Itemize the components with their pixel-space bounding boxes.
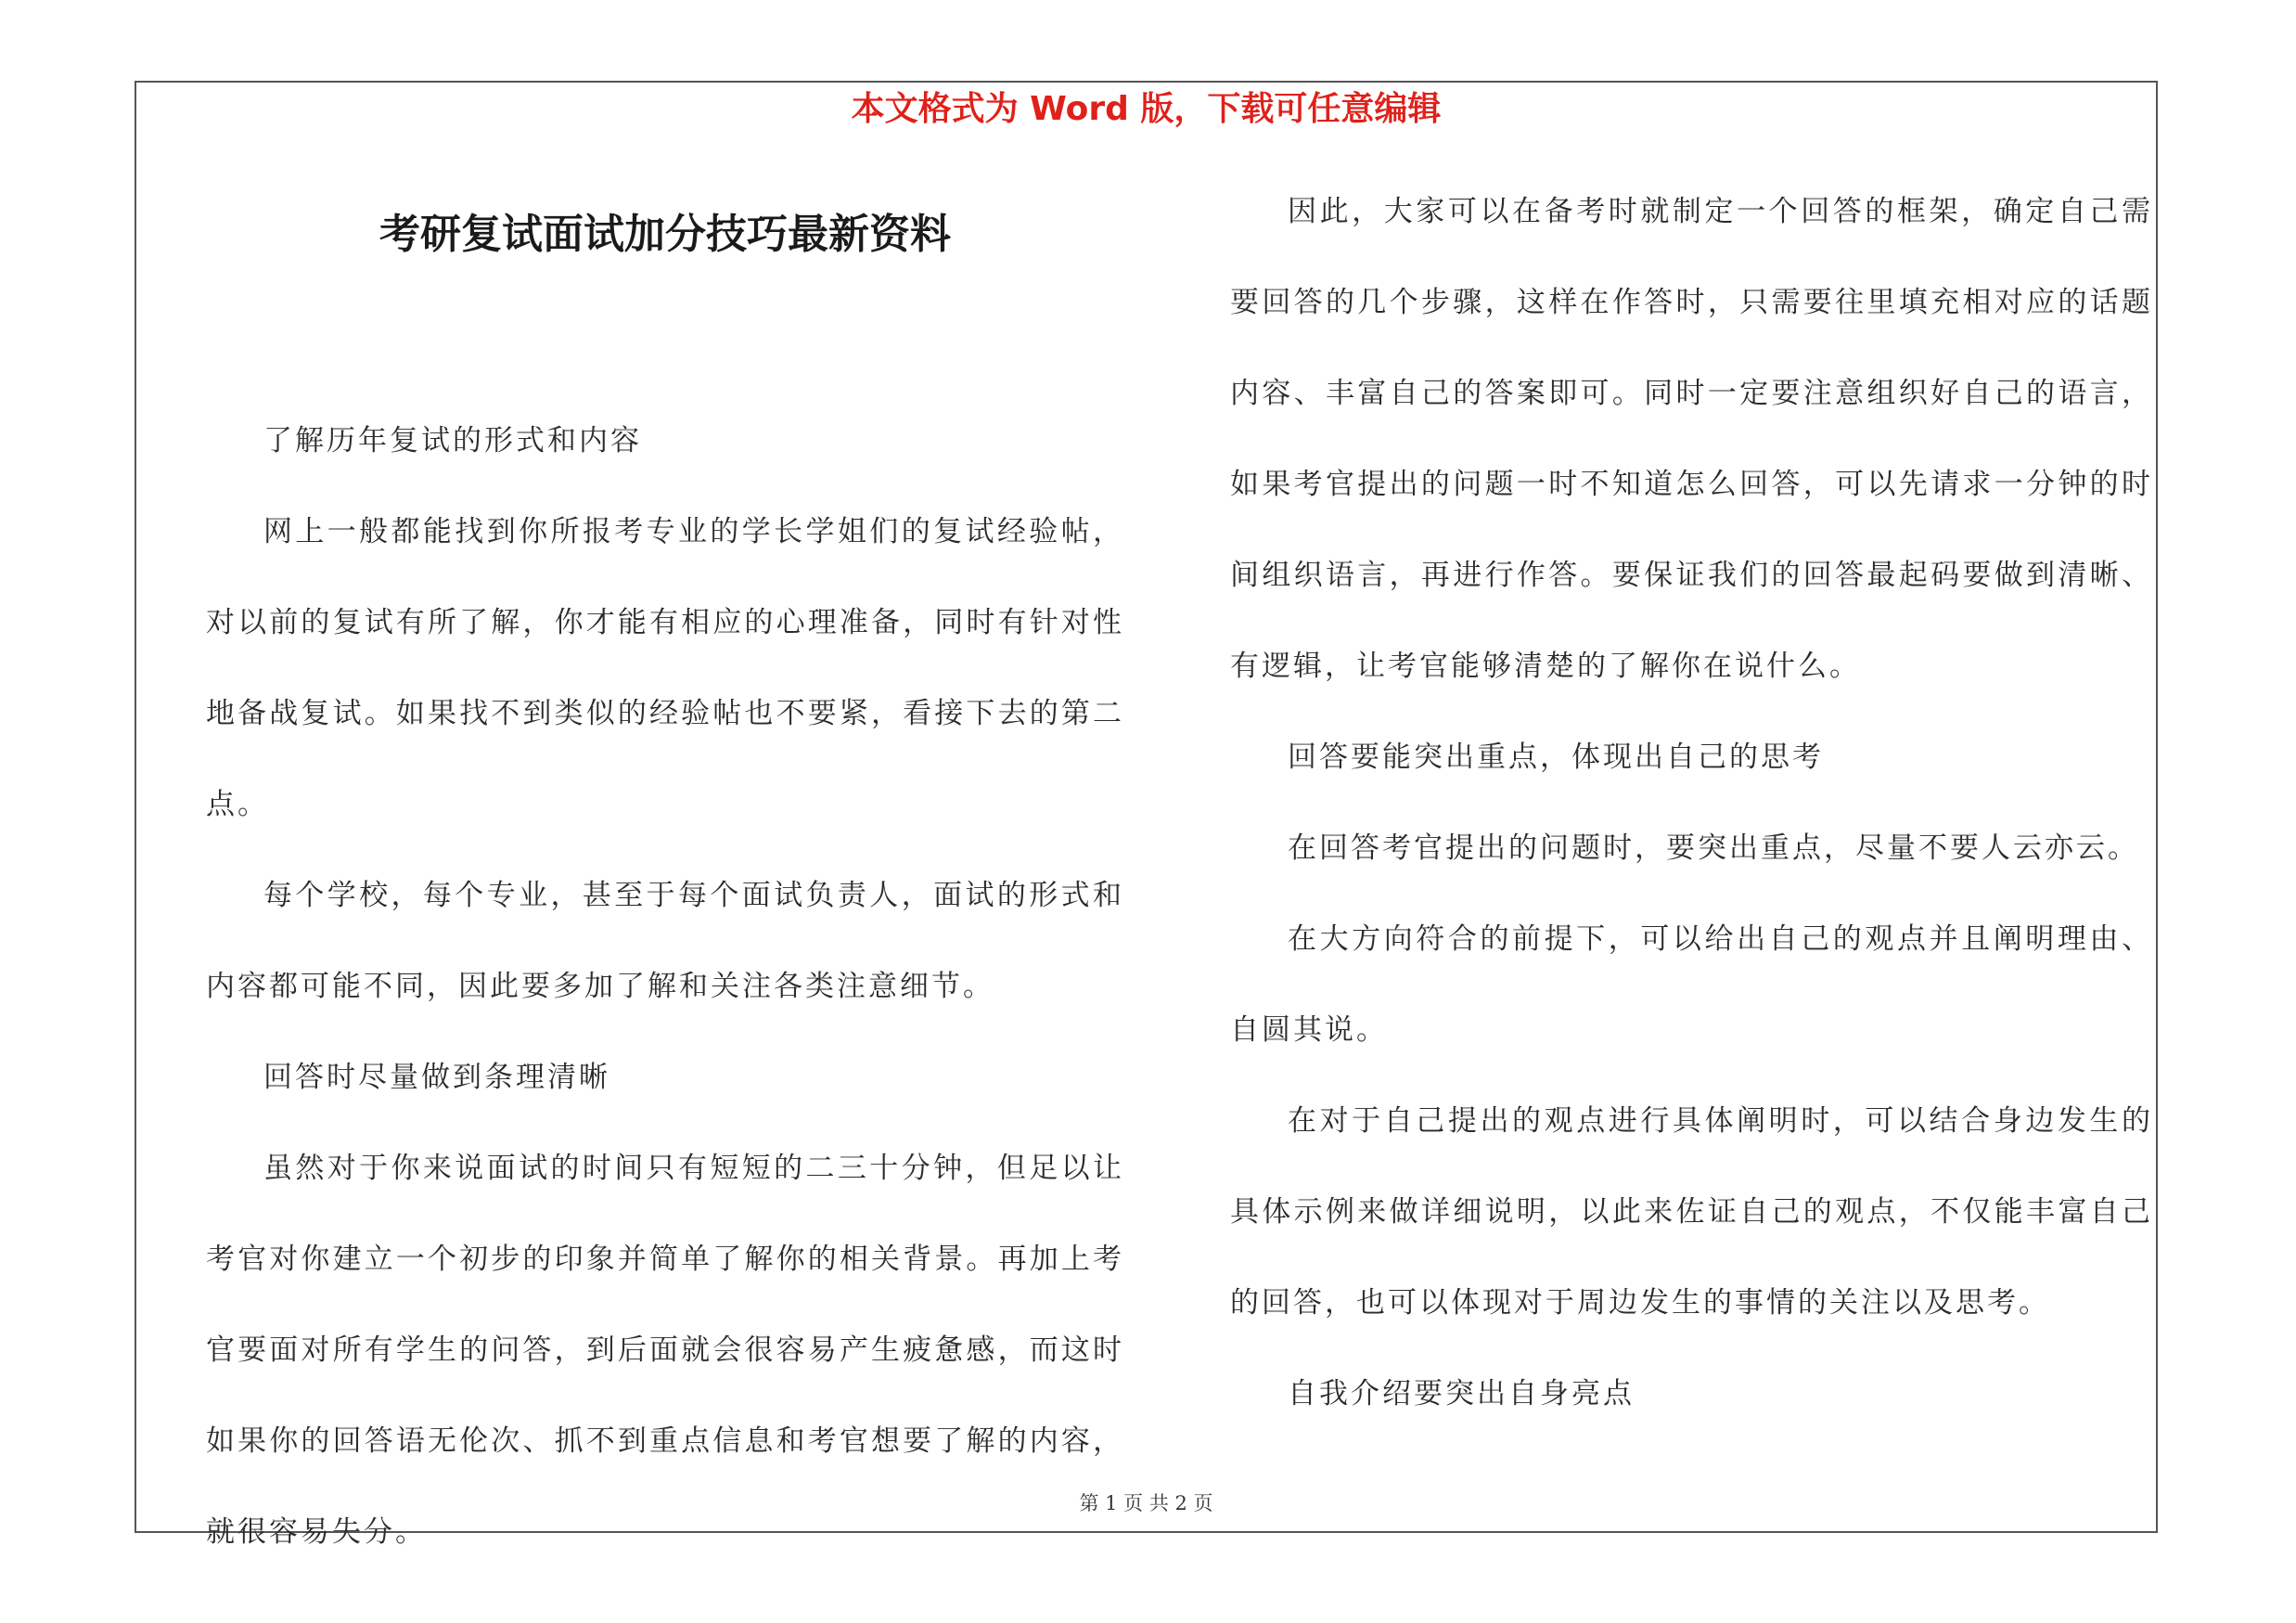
page-number: 第 1 页 共 2 页	[1079, 1492, 1213, 1514]
paragraph: 在对于自己提出的观点进行具体阐明时，可以结合身边发生的具体示例来做详细说明，以此来佐证自己的观点，不仅能丰富自己的回答，也可以体现对于周边发生的事情的关注以及思考。	[1230, 1104, 2153, 1320]
paragraph: 虽然对于你来说面试的时间只有短短的二三十分钟，但足以让考官对你建立一个初步的印象并简单了解你的相关背景。再加上考官要面对所有学生的问答，到后面就会很容易产生疲惫感，而这时如果你的回答语无伦次、抓不到重点信息和考官想要了解的内容，就很容易失分。	[206, 1152, 1124, 1549]
right-column	[1230, 166, 2153, 1439]
section-heading: 回答时尽量做到条理清晰	[263, 1061, 610, 1094]
section-heading: 自我介绍要突出自身亮点	[1288, 1377, 1635, 1410]
paragraph: 每个学校，每个专业，甚至于每个面试负责人，面试的形式和内容都可能不同，因此要多加了解和关注各类注意细节。	[206, 879, 1124, 1003]
document-title: 考研复试面试加分技巧最新资料	[379, 211, 951, 258]
paragraph: 在回答考官提出的问题时，要突出重点，尽量不要人云亦云。	[1288, 831, 2139, 865]
left-column	[206, 395, 1124, 1578]
paragraph: 在大方向符合的前提下，可以给出自己的观点并且阐明理由、自圆其说。	[1230, 922, 2153, 1047]
section-heading: 回答要能突出重点，体现出自己的思考	[1288, 741, 1824, 774]
format-banner: 本文格式为 Word 版，下载可任意编辑	[851, 90, 1442, 128]
section-heading: 了解历年复试的形式和内容	[263, 424, 642, 457]
paragraph: 因此，大家可以在备考时就制定一个回答的框架，确定自己需要回答的几个步骤，这样在作答时，只需要往里填充相对应的话题内容、丰富自己的答案即可。同时一定要注意组织好自己的语言，如果考官提出的问题一时不知道怎么回答，可以先请求一分钟的时间组织语言，再进行作答。要保证我们的回答最起码要做到清晰、有逻辑，让考官能够清楚的了解你在说什么。	[1230, 195, 2153, 683]
paragraph: 网上一般都能找到你所报考专业的学长学姐们的复试经验帖，对以前的复试有所了解，你才能有相应的心理准备，同时有针对性地备战复试。如果找不到类似的经验帖也不要紧，看接下去的第二点。	[206, 515, 1124, 821]
